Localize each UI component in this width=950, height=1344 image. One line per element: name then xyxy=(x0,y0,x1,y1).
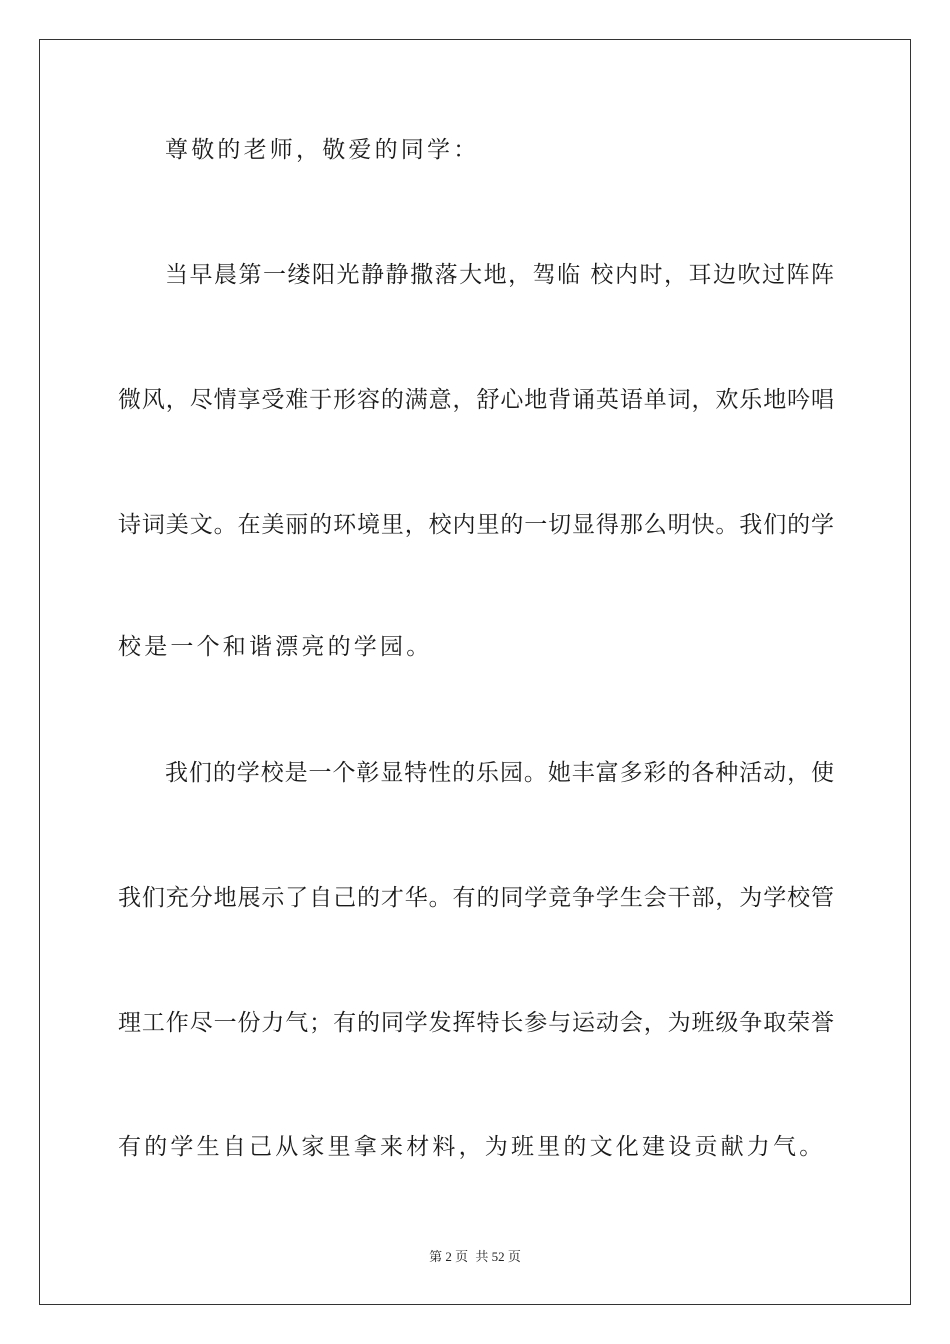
paragraph-2-line-4: 有的学生自己从家里拿来材料，为班里的文化建设贡献力气。 xyxy=(118,1134,826,1160)
paragraph-1-line-3: 诗词美文。在美丽的环境里，校内里的一切显得那么明快。我们的学 xyxy=(118,512,834,538)
paragraph-2-line-1: 我们的学校是一个彰显特性的乐园。她丰富多彩的各种活动，使 xyxy=(165,760,834,786)
page-number: 第 2 页 xyxy=(429,1249,469,1264)
paragraph-2-line-2: 我们充分地展示了自己的才华。有的同学竞争学生会干部，为学校管 xyxy=(118,885,834,911)
page-total: 共 52 页 xyxy=(475,1249,521,1264)
page-border xyxy=(39,39,911,1305)
salutation: 尊敬的老师，敬爱的同学： xyxy=(165,137,480,163)
paragraph-1-line-4: 校是一个和谐漂亮的学园。 xyxy=(118,634,433,660)
paragraph-1-line-1: 当早晨第一缕阳光静静撒落大地，驾临 校内时，耳边吹过阵阵 xyxy=(165,262,834,288)
paragraph-2-line-3: 理工作尽一份力气；有的同学发挥特长参与运动会，为班级争取荣誉 xyxy=(118,1010,834,1036)
paragraph-1-line-2: 微风，尽情享受难于形容的满意，舒心地背诵英语单词，欢乐地吟唱 xyxy=(118,387,834,413)
page-footer xyxy=(0,1248,950,1266)
